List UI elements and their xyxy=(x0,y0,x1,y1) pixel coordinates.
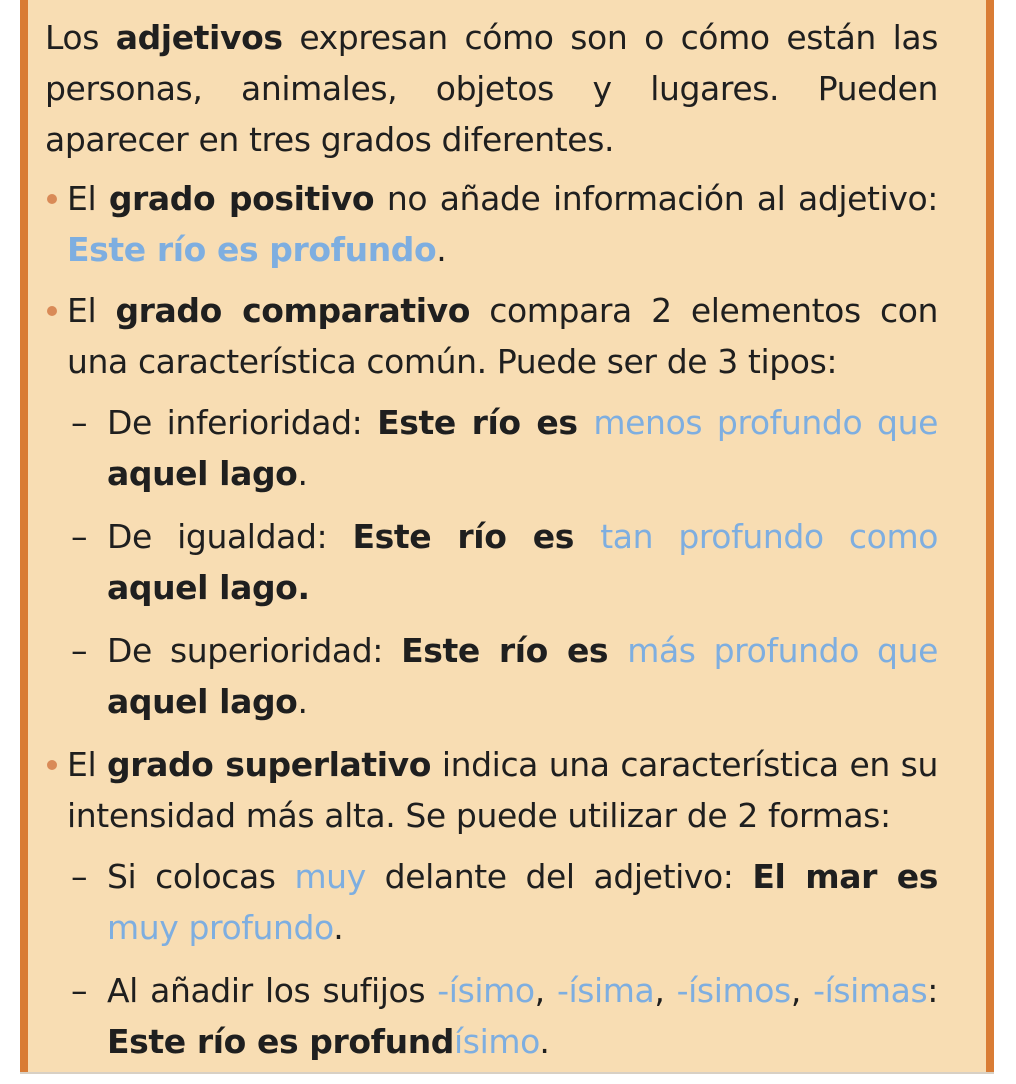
inferiority-example-1: Este río es xyxy=(377,403,594,442)
dash-icon: – xyxy=(71,517,88,556)
muy-punct: . xyxy=(333,908,344,947)
inferiority-example-blue: menos profundo que xyxy=(593,403,938,442)
positive-example: Este río es profundo xyxy=(67,230,437,269)
suffix-isimas: -ísimas xyxy=(813,971,928,1010)
intro-paragraph xyxy=(45,12,938,165)
suffix-example: Este río es profund xyxy=(107,1022,455,1061)
comparative-item-equality xyxy=(45,511,938,613)
superlative-keyword: grado superlativo xyxy=(106,745,432,784)
equality-example-1: Este río es xyxy=(352,517,601,556)
suffix-isima: -ísima xyxy=(556,971,655,1010)
dash-icon: – xyxy=(71,403,88,442)
equality-label: De igualdad: xyxy=(107,517,353,556)
comparative-text-1: El xyxy=(67,291,116,330)
superlative-item-suffixes xyxy=(45,965,938,1067)
bullet-dot-icon xyxy=(47,194,57,204)
superlative-text-2: indica una característica en su intensidad más alta. Se puede utilizar de 2 formas: xyxy=(67,745,938,835)
superlative-item-muy xyxy=(45,851,938,953)
suffix-colon: : xyxy=(927,971,939,1010)
muy-text-2: delante del adjetivo: xyxy=(365,857,753,896)
suffix-punct: . xyxy=(539,1022,550,1061)
superiority-label: De superioridad: xyxy=(107,631,402,670)
comparative-keyword: grado comparativo xyxy=(115,291,471,330)
suffix-isimo: -ísimo xyxy=(437,971,535,1010)
bullet-dot-icon xyxy=(47,760,57,770)
muy-example-blue: muy profundo xyxy=(107,908,334,947)
equality-example-blue: tan profundo como xyxy=(600,517,938,556)
suffix-comma-2: , xyxy=(654,971,677,1010)
bullet-dot-icon xyxy=(47,306,57,316)
suffix-comma-1: , xyxy=(534,971,557,1010)
dash-icon: – xyxy=(71,971,88,1010)
muy-example: El mar es xyxy=(752,857,939,896)
superiority-example-1: Este río es xyxy=(401,631,628,670)
intro-keyword: adjetivos xyxy=(115,18,283,57)
positive-text-1: El xyxy=(67,179,109,218)
muy-text-1: Si colocas xyxy=(107,857,295,896)
comparative-item-superiority xyxy=(45,625,938,727)
panel-content xyxy=(45,12,938,1079)
inferiority-punct: . xyxy=(297,454,308,493)
positive-keyword: grado positivo xyxy=(108,179,375,218)
suffix-text-1: Al añadir los sufijos xyxy=(107,971,438,1010)
bullet-positive xyxy=(45,173,938,275)
superiority-example-blue: más profundo que xyxy=(627,631,938,670)
inferiority-example-2: aquel lago xyxy=(107,454,298,493)
superlative-text-1: El xyxy=(67,745,107,784)
comparative-item-inferiority xyxy=(45,397,938,499)
superiority-example-2: aquel lago xyxy=(107,682,298,721)
comparative-text-2: compara 2 elementos con una característica común. Puede ser de 3 tipos: xyxy=(67,291,939,381)
dash-icon: – xyxy=(71,631,88,670)
bullet-comparative xyxy=(45,285,938,387)
dash-icon: – xyxy=(71,857,88,896)
positive-text-2: no añade información al adjetivo: xyxy=(374,179,938,218)
suffix-isimos: -ísimos xyxy=(676,971,791,1010)
intro-text-2: expresan cómo son o cómo están las personas, animales, objetos y lugares. Pueden aparecer en tres grados diferentes. xyxy=(45,18,939,159)
equality-example-2: aquel lago. xyxy=(107,568,310,607)
intro-text-1: Los xyxy=(45,18,116,57)
superiority-punct: . xyxy=(297,682,308,721)
positive-punct: . xyxy=(436,230,447,269)
suffix-example-blue: ísimo xyxy=(454,1022,540,1061)
bullet-superlative xyxy=(45,739,938,841)
inferiority-label: De inferioridad: xyxy=(107,403,378,442)
muy-keyword: muy xyxy=(294,857,366,896)
suffix-comma-3: , xyxy=(790,971,814,1010)
